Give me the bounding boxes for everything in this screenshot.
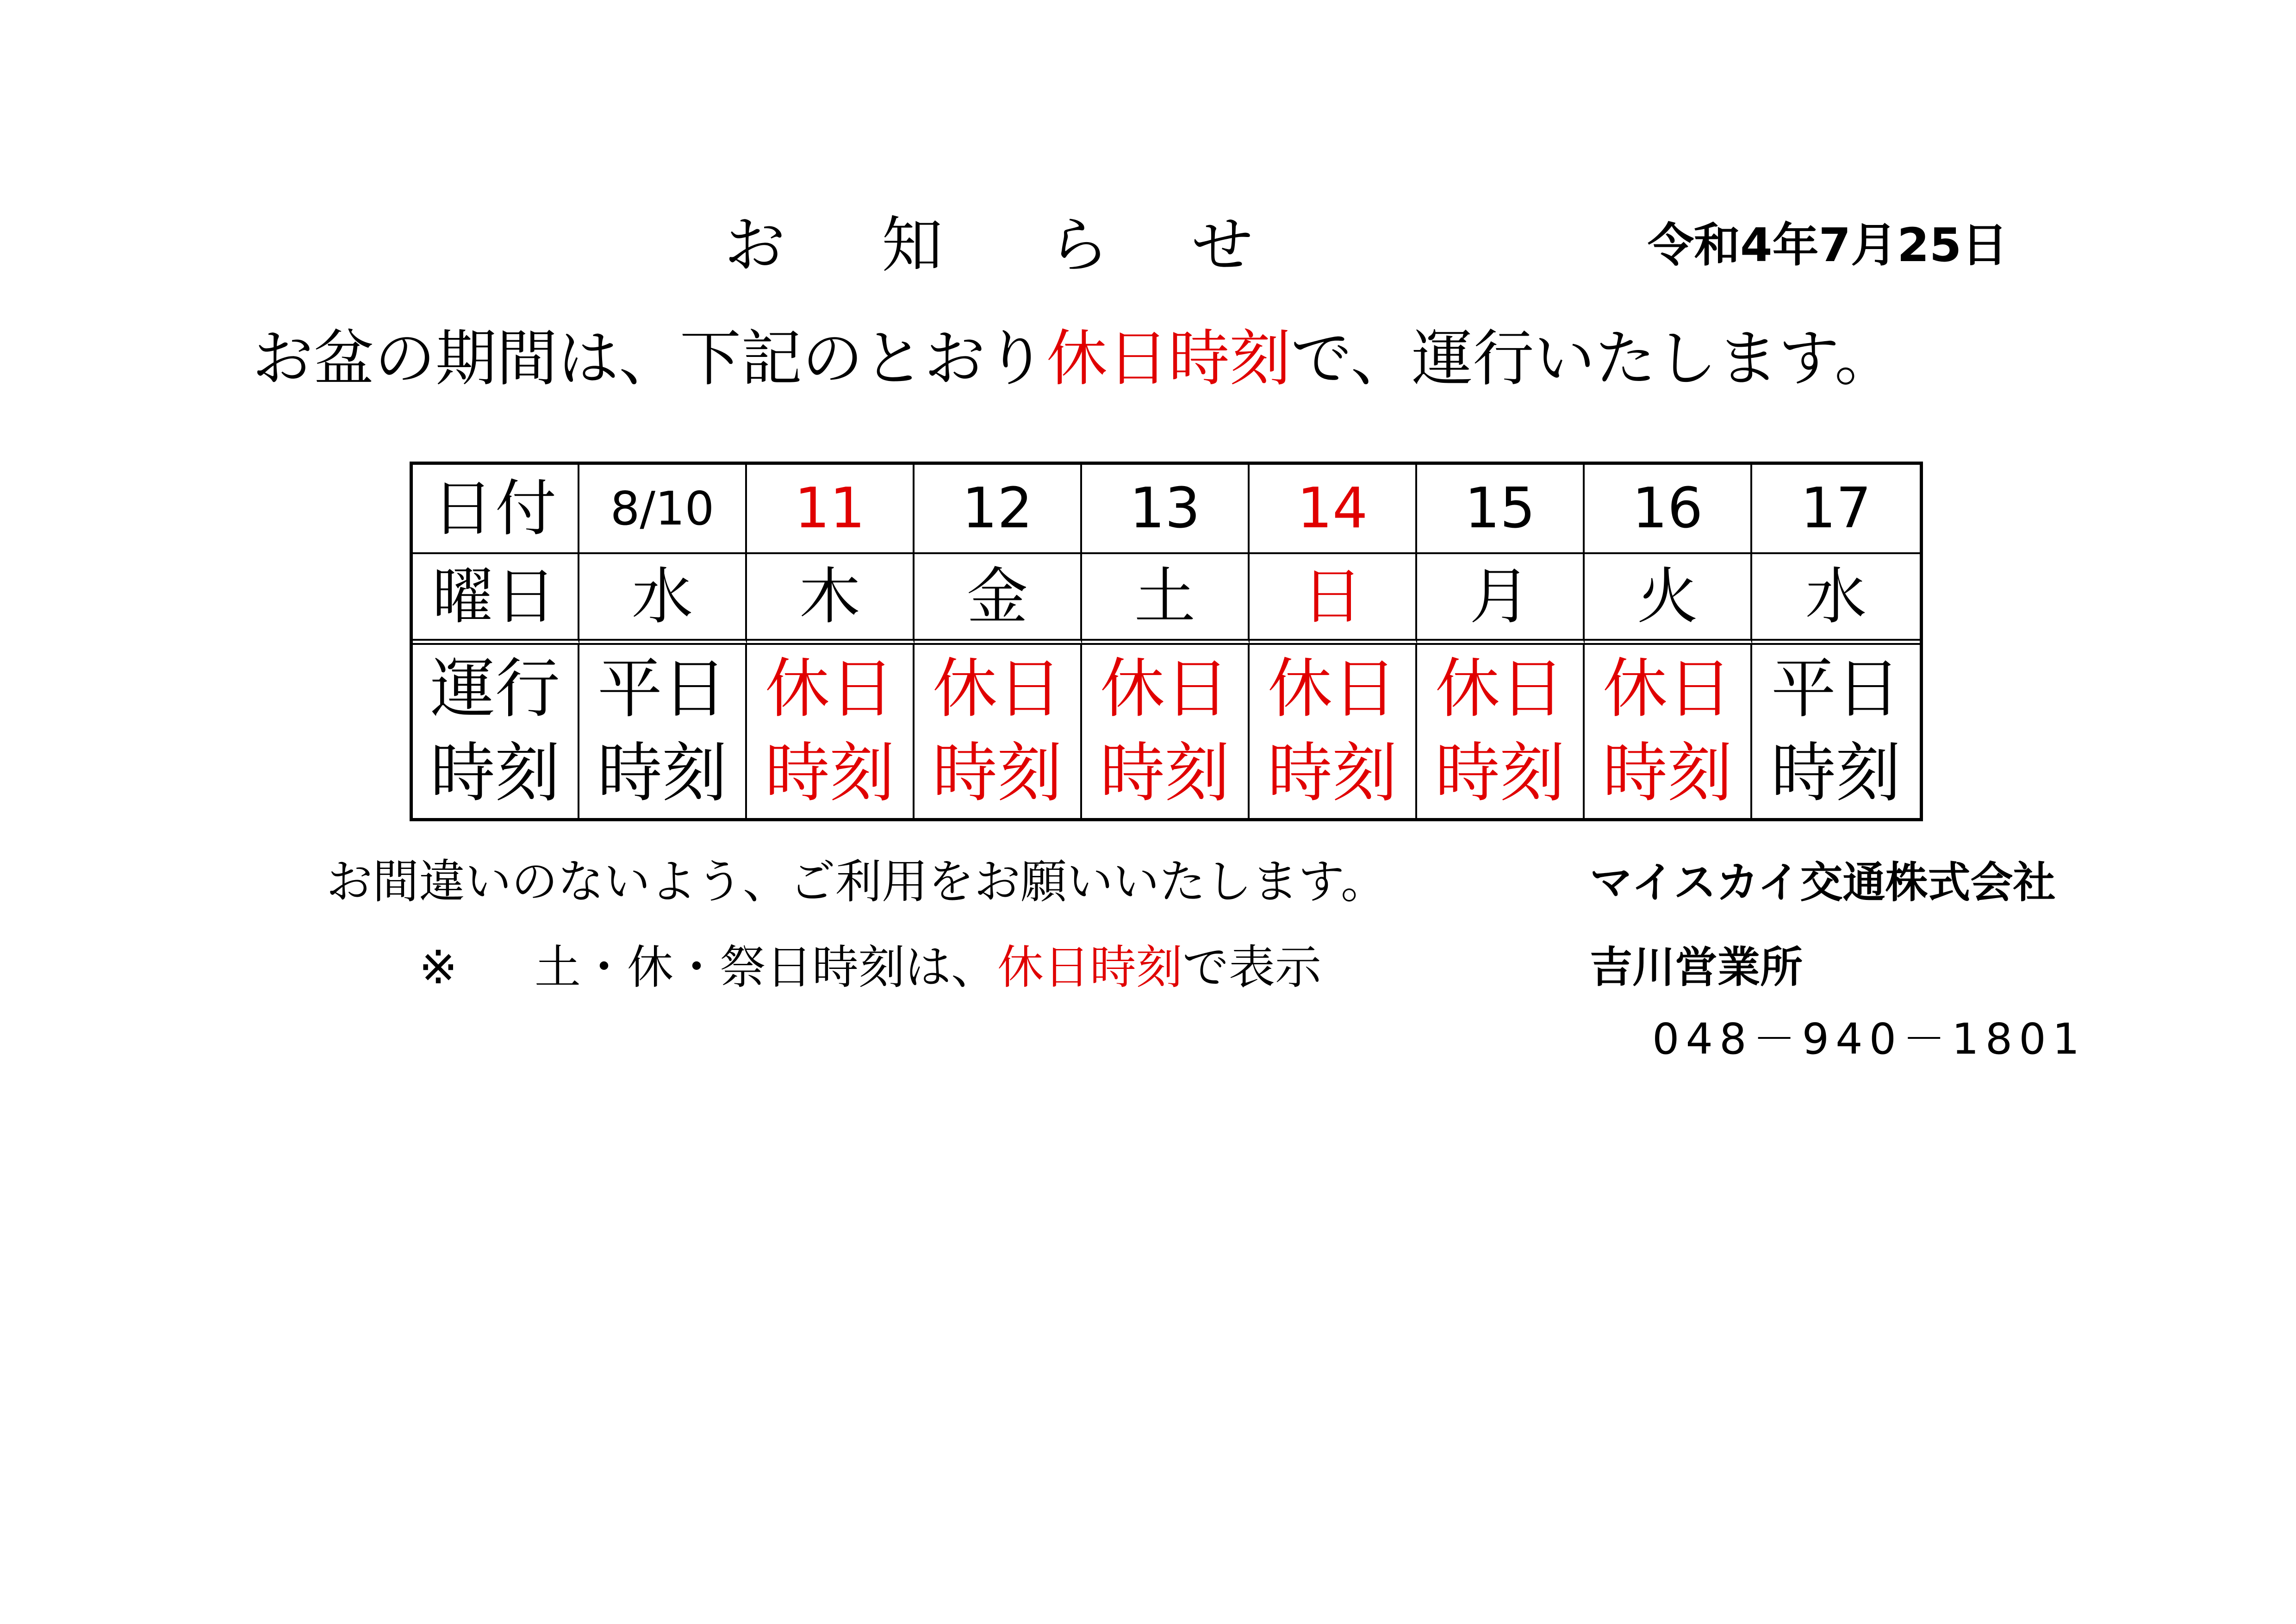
note-text <box>535 933 1321 1002</box>
date-cell: 16 <box>1585 465 1752 554</box>
row-header-schedule <box>413 645 579 818</box>
schedule-table <box>410 462 1923 821</box>
request-text: お間違いのないよう、ご利用をお願いいたします。 <box>326 855 1387 909</box>
title-char-4: せ <box>1192 210 1253 281</box>
schedule-cell <box>1417 645 1585 818</box>
title-char-3: ら <box>1048 210 1109 281</box>
weekday-cell: 水 <box>1752 554 1920 645</box>
schedule-cell-line: 休日 <box>1267 651 1397 727</box>
schedule-cell-line: 休日 <box>765 651 895 727</box>
note-text-highlight: 休日時刻 <box>997 940 1182 994</box>
schedule-cell <box>915 645 1082 818</box>
title-char-2: 知 <box>882 210 943 281</box>
schedule-cell-line: 時刻 <box>1435 736 1565 811</box>
date-cell: 13 <box>1082 465 1250 554</box>
date-cell: 8/10 <box>579 465 747 554</box>
lead-text-after: で、運行いたします。 <box>1291 323 1896 394</box>
weekday-cell: 土 <box>1082 554 1250 645</box>
office-name: 吉川営業所 <box>1590 943 1803 992</box>
lead-text-before: お盆の期間は、下記のとおり <box>252 323 1046 394</box>
schedule-cell <box>1585 645 1752 818</box>
lead-text-highlight: 休日時刻 <box>1046 323 1291 394</box>
weekday-cell: 木 <box>747 554 915 645</box>
schedule-cell-line: 時刻 <box>1602 736 1732 811</box>
date-cell: 15 <box>1417 465 1585 554</box>
row-header-schedule-line: 時刻 <box>430 736 560 811</box>
row-header-schedule-line: 運行 <box>430 651 560 727</box>
lead-sentence <box>252 317 1896 400</box>
phone-number: 048－940－1801 <box>1652 1014 2086 1064</box>
company-name: マイスカイ交通株式会社 <box>1590 858 2056 907</box>
row-header-weekday: 曜日 <box>413 554 579 645</box>
row-header-date: 日付 <box>413 465 579 554</box>
date-cell: 12 <box>915 465 1082 554</box>
title-char-1: お <box>724 210 785 281</box>
schedule-cell-line: 平日 <box>597 651 727 727</box>
notice-date: 令和4年7月25日 <box>1648 218 2008 272</box>
schedule-cell-line: 時刻 <box>1100 736 1230 811</box>
weekday-cell: 水 <box>579 554 747 645</box>
schedule-cell-line: 時刻 <box>932 736 1062 811</box>
schedule-cell-line: 時刻 <box>597 736 727 811</box>
schedule-cell <box>1752 645 1920 818</box>
schedule-cell-line: 休日 <box>1435 651 1565 727</box>
schedule-cell-line: 時刻 <box>765 736 895 811</box>
note-mark: ※ <box>419 940 458 994</box>
note-text-after: で表示 <box>1182 940 1321 994</box>
weekday-cell: 月 <box>1417 554 1585 645</box>
schedule-cell-line: 時刻 <box>1771 736 1901 811</box>
weekday-cell: 火 <box>1585 554 1752 645</box>
weekday-cell: 金 <box>915 554 1082 645</box>
schedule-cell <box>579 645 747 818</box>
date-cell: 14 <box>1250 465 1417 554</box>
date-cell: 17 <box>1752 465 1920 554</box>
schedule-cell <box>1082 645 1250 818</box>
schedule-cell-line: 休日 <box>1602 651 1732 727</box>
schedule-cell-line: 平日 <box>1771 651 1901 727</box>
schedule-cell <box>747 645 915 818</box>
date-cell: 11 <box>747 465 915 554</box>
schedule-cell-line: 休日 <box>932 651 1062 727</box>
note-text-before: 土・休・祭日時刻は、 <box>535 940 997 994</box>
weekday-cell: 日 <box>1250 554 1417 645</box>
schedule-cell <box>1250 645 1417 818</box>
schedule-cell-line: 休日 <box>1100 651 1230 727</box>
schedule-cell-line: 時刻 <box>1267 736 1397 811</box>
